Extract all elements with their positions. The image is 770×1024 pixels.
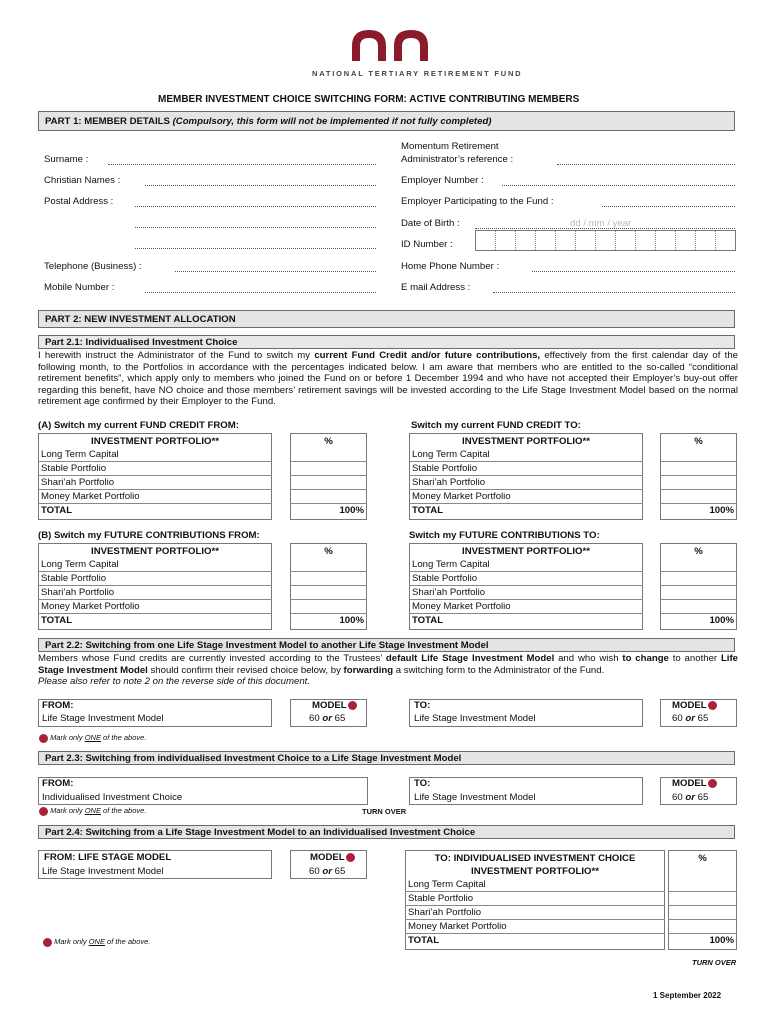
a-to-pct-header: %	[694, 435, 703, 447]
a-to-pct-1[interactable]	[660, 448, 737, 462]
b-from-total-label: TOTAL	[41, 614, 73, 626]
mark-dot-icon	[39, 807, 48, 816]
part21-header: Part 2.1: Individualised Investment Choice	[38, 335, 735, 349]
telephone-label: Telephone (Business) :	[44, 261, 142, 272]
b-from-row-3: Shari’ah Portfolio	[38, 586, 272, 600]
postal-address-field-3[interactable]	[135, 248, 376, 249]
mark-dot-icon	[39, 734, 48, 743]
logo-arch-left	[352, 30, 386, 61]
christian-names-label: Christian Names :	[44, 175, 121, 186]
p22-b: default Life Stage Investment Model	[385, 653, 555, 664]
p23-from-value: Individualised Investment Choice	[42, 792, 183, 803]
a-to-pct-3[interactable]	[660, 476, 737, 490]
b-to-total-value: 100%	[709, 614, 734, 626]
a-from-pct-2[interactable]	[290, 462, 367, 476]
postal-address-field-1[interactable]	[135, 206, 376, 207]
surname-field[interactable]	[108, 164, 376, 165]
postal-address-label: Postal Address :	[44, 196, 114, 207]
mark-dot-icon	[708, 779, 717, 788]
or-text: or	[322, 866, 332, 877]
p24-total-label: TOTAL	[408, 934, 440, 946]
part2-header: PART 2: NEW INVESTMENT ALLOCATION	[38, 310, 735, 328]
p24-pct-3[interactable]	[668, 906, 737, 920]
p22-e: to another	[668, 653, 721, 664]
a-to-portfolio-header: INVESTMENT PORTFOLIO**	[462, 435, 590, 447]
a-to-row-3: Shari’ah Portfolio	[409, 476, 643, 490]
b-to-pct-2[interactable]	[660, 572, 737, 586]
surname-label: Surname :	[44, 154, 89, 165]
b-to-pct-1[interactable]	[660, 558, 737, 572]
b-to-pct-header: %	[694, 545, 703, 557]
email-label: E mail Address :	[401, 282, 471, 293]
employer-number-label: Employer Number :	[401, 175, 484, 186]
p24-to-table	[405, 852, 665, 947]
mark-only-c: of the above.	[100, 806, 147, 815]
a-to-pct-2[interactable]	[660, 462, 737, 476]
p22-from-model-options[interactable]	[309, 713, 345, 725]
part24-header: Part 2.4: Switching from a Life Stage Investment Model to an Individualised Investment Choice	[38, 825, 735, 839]
p24-from-value: Life Stage Investment Model	[42, 866, 164, 877]
p24-total-value: 100%	[709, 934, 734, 946]
home-phone-field[interactable]	[532, 271, 735, 272]
b-from-title: (B) Switch my FUTURE CONTRIBUTIONS FROM:	[38, 530, 260, 541]
mark-only-b: ONE	[88, 937, 105, 946]
a-from-portfolio-header: INVESTMENT PORTFOLIO**	[91, 435, 219, 447]
a-from-row-4: Money Market Portfolio	[38, 490, 272, 504]
p24-row-2: Stable Portfolio	[405, 892, 665, 906]
p24-row-4: Money Market Portfolio	[405, 920, 665, 934]
p23-from-label: FROM:	[42, 778, 74, 789]
employer-participating-field[interactable]	[602, 206, 735, 207]
p22-i: a switching form to the Administrator of the Fund.	[393, 664, 605, 676]
a-from-pct-header: %	[324, 435, 333, 447]
a-from-pct-4[interactable]	[290, 490, 367, 504]
b-from-row-4: Money Market Portfolio	[38, 600, 272, 614]
b-to-row-1: Long Term Capital	[409, 558, 643, 572]
b-to-pct-table	[660, 545, 737, 627]
b-from-table	[38, 545, 272, 627]
telephone-field[interactable]	[175, 271, 376, 272]
a-from-total-value: 100%	[339, 504, 364, 516]
or-text: or	[685, 792, 695, 803]
a-to-row-2: Stable Portfolio	[409, 462, 643, 476]
p24-to-label: TO: INDIVIDUALISED INVESTMENT CHOICE	[434, 852, 636, 864]
employer-participating-label: Employer Participating to the Fund :	[401, 196, 554, 207]
turn-over-2: TURN OVER	[692, 958, 737, 967]
or-text: or	[685, 713, 695, 724]
p22-from-model-text: MODEL	[312, 700, 347, 711]
p24-model-options[interactable]	[309, 866, 345, 878]
option-65[interactable]: 65	[697, 792, 709, 803]
mark-only-b: ONE	[84, 806, 101, 815]
option-60[interactable]: 60	[672, 713, 683, 724]
option-60[interactable]: 60	[672, 792, 683, 803]
p23-model-text: MODEL	[672, 778, 707, 789]
p22-to-label: TO:	[414, 700, 431, 711]
p22-h: forwarding	[343, 664, 394, 676]
a-to-row-1: Long Term Capital	[409, 448, 643, 462]
b-to-row-2: Stable Portfolio	[409, 572, 643, 586]
b-from-pct-3[interactable]	[290, 586, 367, 600]
p22-to-model-options[interactable]	[672, 713, 708, 725]
b-from-row-2: Stable Portfolio	[38, 572, 272, 586]
p22-from-label: FROM:	[42, 700, 74, 711]
p23-model-label	[672, 778, 717, 790]
p22-c: and who wish	[554, 653, 623, 664]
b-to-portfolio-header: INVESTMENT PORTFOLIO**	[462, 545, 590, 557]
part22-text	[38, 653, 738, 688]
p22-d: to change	[622, 653, 669, 664]
p22-to-model-label	[672, 700, 717, 712]
p22-to-model-name: Life Stage Investment Model	[414, 713, 536, 724]
b-from-pct-4[interactable]	[290, 600, 367, 614]
a-from-table	[38, 435, 272, 517]
p22-to-model-text: MODEL	[672, 700, 707, 711]
a-from-row-3: Shari’ah Portfolio	[38, 476, 272, 490]
p23-mark-note	[38, 805, 146, 817]
option-65[interactable]: 65	[334, 713, 346, 724]
p22-note: Please also refer to note 2 on the reverse side of this document.	[38, 676, 310, 688]
p22-from-model-name: Life Stage Investment Model	[42, 713, 164, 724]
p23-model-options[interactable]	[672, 792, 708, 804]
mobile-field[interactable]	[145, 292, 376, 293]
id-number-boxes[interactable]	[475, 230, 736, 251]
dob-placeholder: dd / mm / year	[570, 218, 632, 229]
p24-pct-header: %	[698, 852, 707, 864]
p24-row-1: Long Term Capital	[405, 878, 665, 892]
a-to-total-label: TOTAL	[412, 504, 444, 516]
part1-header	[38, 111, 735, 131]
part1-subtitle: (Compulsory, this form will not be implemented if not fully completed)	[172, 116, 492, 127]
id-number-label: ID Number :	[401, 239, 453, 250]
part23-header: Part 2.3: Switching from individualised Investment Choice to a Life Stage Investment Model	[38, 751, 735, 765]
mark-only-a: Mark only	[50, 806, 85, 815]
p22-f: Life Stage Investment Model	[38, 653, 738, 676]
email-field[interactable]	[493, 292, 735, 293]
b-from-portfolio-header: INVESTMENT PORTFOLIO**	[91, 545, 219, 557]
p22-a: Members whose Fund credits are currently invested according to the Trustees’	[38, 653, 386, 664]
mark-only-c: of the above.	[100, 733, 147, 742]
b-from-pct-header: %	[324, 545, 333, 557]
p23-to-value: Life Stage Investment Model	[414, 792, 536, 803]
dob-label: Date of Birth :	[401, 218, 460, 229]
postal-address-field-2[interactable]	[135, 227, 376, 228]
p24-model-text: MODEL	[310, 852, 345, 863]
admin-ref-label-2: Administrator’s reference :	[401, 154, 514, 165]
b-from-pct-1[interactable]	[290, 558, 367, 572]
p24-model-label	[310, 852, 355, 864]
or-text: or	[322, 713, 332, 724]
p21-text-b: current Fund Credit and/or future contributions,	[314, 350, 541, 361]
part1-title: PART 1: MEMBER DETAILS	[45, 116, 170, 127]
p24-row-3: Shari’ah Portfolio	[405, 906, 665, 920]
employer-number-field[interactable]	[502, 185, 735, 186]
b-from-pct-2[interactable]	[290, 572, 367, 586]
logo-arch-right	[394, 30, 428, 61]
mark-dot-icon	[708, 701, 717, 710]
a-from-pct-table	[290, 435, 367, 517]
a-from-row-1: Long Term Capital	[38, 448, 272, 462]
p22-g: should confirm their revised choice below, by	[147, 664, 344, 676]
p23-to-label: TO:	[414, 778, 431, 789]
mark-dot-icon	[346, 853, 355, 862]
fund-logo	[350, 28, 430, 62]
admin-ref-label-1: Momentum Retirement	[401, 141, 499, 152]
b-to-total-label: TOTAL	[412, 614, 444, 626]
a-to-pct-table	[660, 435, 737, 517]
a-from-title: (A) Switch my current FUND CREDIT FROM:	[38, 420, 239, 431]
p22-from-model-label	[312, 700, 357, 712]
option-60[interactable]: 60	[309, 866, 320, 877]
form-title: MEMBER INVESTMENT CHOICE SWITCHING FORM: ACTIVE CONTRIBUTING MEMBERS	[158, 94, 580, 105]
b-from-total-value: 100%	[339, 614, 364, 626]
b-to-table	[409, 545, 643, 627]
org-name: NATIONAL TERTIARY RETIREMENT FUND	[312, 69, 523, 78]
p21-text-c: effectively from the first calendar day of the following month, to the Portfolios in accordance with the percentages indicated below. I am aware that members who are entitled to the so-called “conditional retirement benefits”, which apply only to members who joined the Fund on or before 1 December 1994 and who have not accepted their Employer’s buy-out offer regarding this benefit, have NO choice and those members’ retirement savings will be invested according to the Life Stage Investment Model based on the normal retirement age confirmed by their Employer to the Fund.	[38, 350, 738, 408]
p24-pct-1[interactable]	[668, 878, 737, 892]
mobile-label: Mobile Number :	[44, 282, 115, 293]
home-phone-label: Home Phone Number :	[401, 261, 500, 272]
part22-header: Part 2.2: Switching from one Life Stage Investment Model to another Life Stage Investment Model	[38, 638, 735, 652]
b-from-pct-table	[290, 545, 367, 627]
p21-text-a: I herewith instruct the Administrator of the Fund to switch my	[38, 350, 315, 361]
a-to-title: Switch my current FUND CREDIT TO:	[411, 420, 581, 431]
mark-only-b: ONE	[84, 733, 101, 742]
p24-pct-2[interactable]	[668, 892, 737, 906]
p24-mark-note	[42, 936, 150, 948]
mark-dot-icon	[43, 938, 52, 947]
p24-from-label: FROM: LIFE STAGE MODEL	[44, 852, 172, 863]
admin-ref-field[interactable]	[557, 164, 735, 165]
p22-mark-note	[38, 732, 146, 744]
a-to-pct-4[interactable]	[660, 490, 737, 504]
b-to-title: Switch my FUTURE CONTRIBUTIONS TO:	[409, 530, 600, 541]
a-to-table	[409, 435, 643, 517]
b-to-pct-4[interactable]	[660, 600, 737, 614]
option-60[interactable]: 60	[309, 713, 320, 724]
option-65[interactable]: 65	[334, 866, 346, 877]
option-65[interactable]: 65	[697, 713, 709, 724]
b-to-row-4: Money Market Portfolio	[409, 600, 643, 614]
christian-names-field[interactable]	[145, 185, 376, 186]
a-from-total-label: TOTAL	[41, 504, 73, 516]
mark-dot-icon	[348, 701, 357, 710]
a-from-pct-3[interactable]	[290, 476, 367, 490]
a-from-pct-1[interactable]	[290, 448, 367, 462]
turn-over-1: TURN OVER	[362, 807, 407, 816]
mark-only-a: Mark only	[50, 733, 85, 742]
a-from-row-2: Stable Portfolio	[38, 462, 272, 476]
p24-pct-4[interactable]	[668, 920, 737, 934]
b-to-pct-3[interactable]	[660, 586, 737, 600]
b-from-row-1: Long Term Capital	[38, 558, 272, 572]
footer-date: 1 September 2022	[653, 991, 722, 1000]
mark-only-a: Mark only	[54, 937, 89, 946]
part21-text	[38, 350, 738, 408]
mark-only-c: of the above.	[104, 937, 151, 946]
p24-pct-table	[668, 852, 737, 947]
a-to-row-4: Money Market Portfolio	[409, 490, 643, 504]
p24-portfolio-header: INVESTMENT PORTFOLIO**	[471, 865, 599, 877]
b-to-row-3: Shari’ah Portfolio	[409, 586, 643, 600]
a-to-total-value: 100%	[709, 504, 734, 516]
